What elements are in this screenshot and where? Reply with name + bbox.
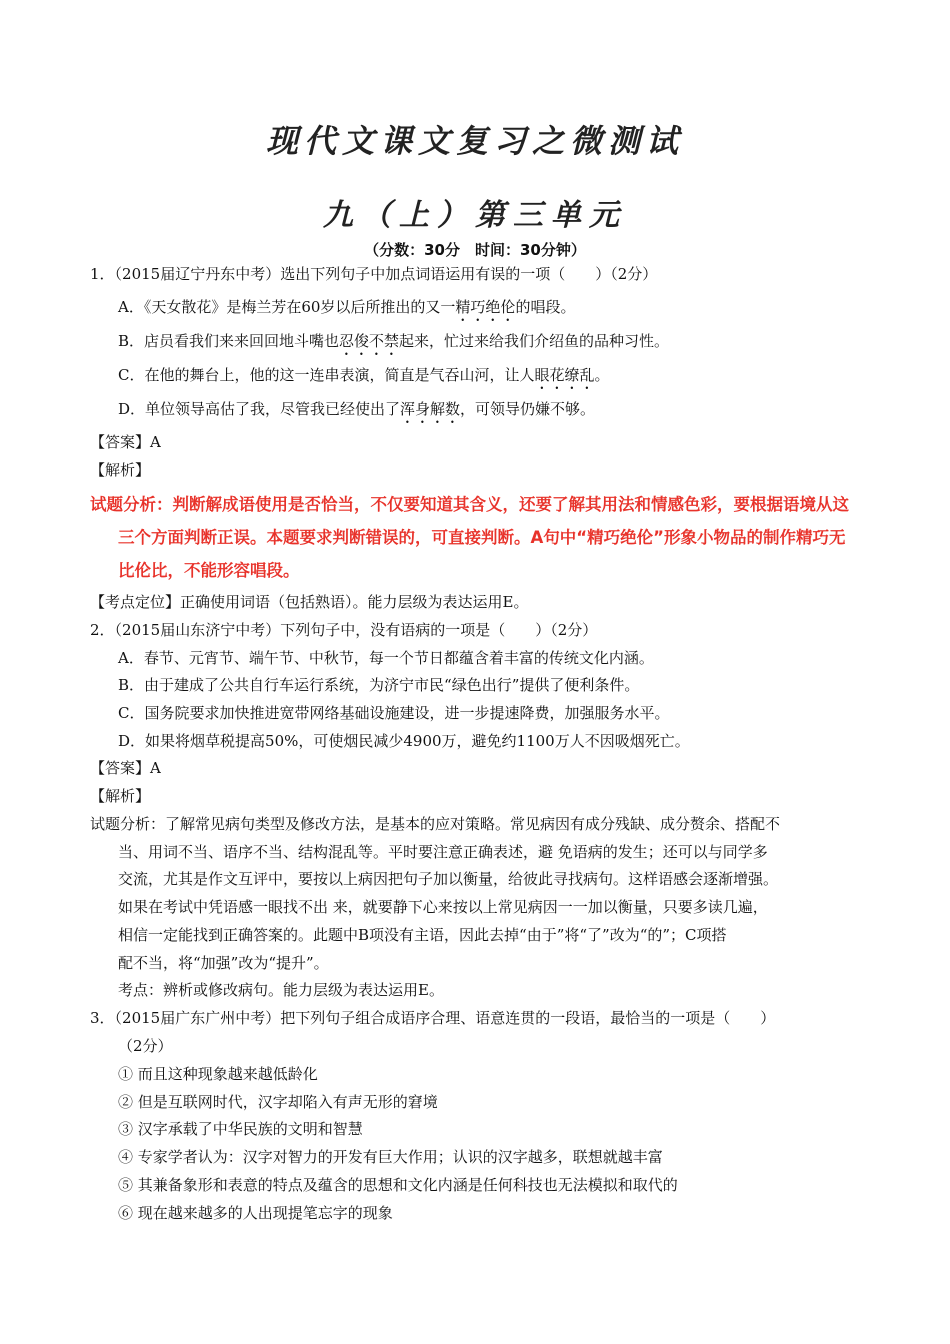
q3-sentence-6: ⑥ 现在越来越多的人出现提笔忘字的现象	[118, 1204, 393, 1222]
q1-kaodian: 【考点定位】正确使用词语（包括熟语）。能力层级为表达运用E。	[90, 593, 529, 611]
q1-d-dotted-phrase: 浑身解数	[400, 400, 461, 418]
q1-b-text: B．店员看我们来来回回地斗嘴也	[118, 332, 340, 350]
q1-analysis-line-1: 试题分析：判断解成语使用是否恰当，不仅要知道其含义，还要了解其用法和情感色彩，要根据语境从这	[90, 495, 849, 514]
q2-analysis-line-1: 试题分析：了解常见病句类型及修改方法，是基本的应对策略。常见病因有成分残缺、成分赘余、搭配不	[90, 815, 781, 833]
q1-option-a	[118, 297, 575, 325]
q1-option-d	[118, 399, 595, 427]
q1-analysis-line-3: 比伦比，不能形容唱段。	[118, 561, 300, 580]
q2-option-b: B．由于建成了公共自行车运行系统，为济宁市民“绿色出行”提供了便利条件。	[118, 676, 640, 694]
q1-option-b	[118, 331, 669, 359]
q2-analysis-line-3: 交流，尤其是作文互评中，要按以上病因把句子加以衡量，给彼此寻找病句。这样语感会逐渐增强。	[118, 870, 779, 888]
q1-d-text-end: ，可领导仍嫌不够。	[460, 400, 596, 418]
q3-sentence-5: ⑤ 其兼备象形和表意的特点及蕴含的思想和文化内涵是任何科技也无法模拟和取代的	[118, 1176, 678, 1194]
q1-c-text: C．在他的舞台上，他的这一连串表演，简直是气吞山河，让人	[118, 366, 535, 384]
q1-a-dotted-phrase: 精巧绝伦	[455, 298, 516, 316]
q2-answer: 【答案】A	[90, 759, 161, 777]
q1-analysis-label: 【解析】	[90, 461, 151, 479]
q3-points: （2分）	[118, 1037, 173, 1055]
q1-a-text: A．《天女散花》是梅兰芳在60岁以后所推出的又一	[118, 298, 456, 316]
q2-option-c: C．国务院要求加快推进宽带网络基础设施建设，进一步提速降费，加强服务水平。	[118, 704, 670, 722]
q1-c-dotted-phrase: 眼花缭乱	[534, 366, 595, 384]
q1-d-text: D．单位领导高估了我，尽管我已经使出了	[118, 400, 401, 418]
q2-option-a: A．春节、元宵节、端午节、中秋节，每一个节日都蕴含着丰富的传统文化内涵。	[118, 649, 654, 667]
document-subtitle: 九（上）第三单元	[323, 198, 627, 233]
q2-analysis-label: 【解析】	[90, 787, 151, 805]
q3-sentence-4: ④ 专家学者认为：汉字对智力的开发有巨大作用；认识的汉字越多，联想就越丰富	[118, 1148, 663, 1166]
q2-analysis-line-6: 配不当，将“加强”改为“提升”。	[118, 954, 329, 972]
q1-a-text-end: 的唱段。	[515, 298, 576, 316]
q2-analysis-line-2: 当、用词不当、语序不当、结构混乱等。平时要注意正确表述，避 免语病的发生；还可以与同学多	[118, 843, 768, 861]
q1-stem: 1．（2015届辽宁丹东中考）选出下列句子中加点词语运用有误的一项（ ）（2分）	[90, 265, 658, 283]
q2-analysis-line-5: 相信一定能找到正确答案的。此题中B项没有主语，因此去掉“由于”将“了”改为“的”；C项搭	[118, 926, 727, 944]
q3-sentence-1: ① 而且这种现象越来越低龄化	[118, 1065, 318, 1083]
q1-analysis-line-2: 三个方面判断正误。本题要求判断错误的，可直接判断。A句中“精巧绝伦”形象小物品的制作精巧无	[118, 528, 846, 547]
q1-option-c	[118, 365, 610, 393]
q1-answer: 【答案】A	[90, 433, 161, 451]
q1-b-dotted-phrase: 忍俊不禁	[339, 332, 400, 350]
q2-stem: 2．（2015届山东济宁中考）下列句子中，没有语病的一项是（ ）（2分）	[90, 621, 598, 639]
q2-option-d: D．如果将烟草税提高50%，可使烟民减少4900万，避免约1100万人不因吸烟死亡。	[118, 732, 690, 750]
q2-analysis-line-4: 如果在考试中凭语感一眼找不出 来，就要静下心来按以上常见病因一一加以衡量，只要多读几遍，	[118, 898, 768, 916]
q2-kaodian: 考点：辨析或修改病句。能力层级为表达运用E。	[118, 981, 444, 999]
q3-sentence-3: ③ 汉字承载了中华民族的文明和智慧	[118, 1120, 363, 1138]
q3-sentence-2: ② 但是互联网时代，汉字却陷入有声无形的窘境	[118, 1093, 438, 1111]
score-time-line: （分数：30分 时间：30分钟）	[364, 241, 586, 259]
document-title: 现代文课文复习之微测试	[265, 122, 684, 160]
q3-stem: 3．（2015届广东广州中考）把下列句子组合成语序合理、语意连贯的一段语，最恰当的一项是（ ）	[90, 1009, 776, 1027]
q1-b-text-end: 起来，忙过来给我们介绍鱼的品种习性。	[399, 332, 670, 350]
q1-c-text-end: 。	[594, 366, 610, 384]
